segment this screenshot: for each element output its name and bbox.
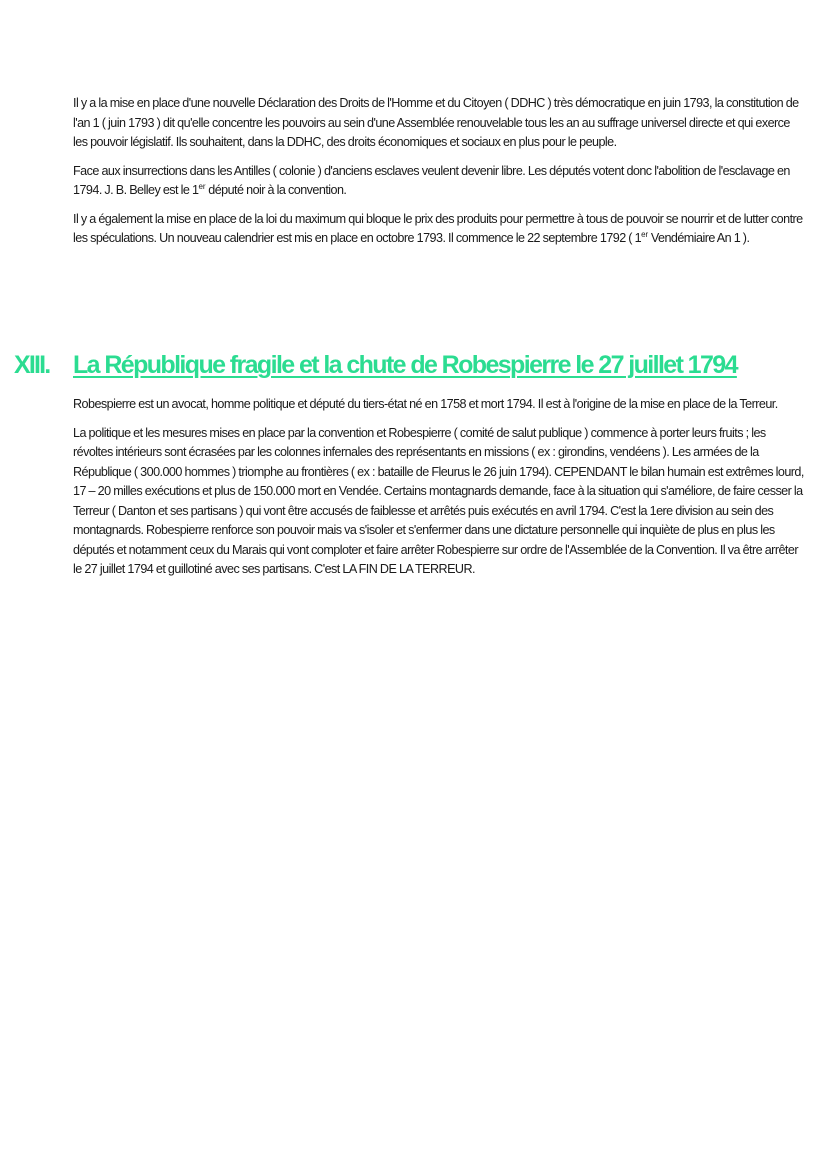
paragraph-robespierre: Robespierre est un avocat, homme politique et député du tiers-état né en 1758 et mort 1794. Il est à l'origine de la mise en place de la Terreur. (73, 397, 778, 411)
superscript-er: er (641, 229, 649, 239)
paragraph-maximum-calendar (73, 210, 805, 249)
superscript-er: er (198, 181, 206, 191)
paragraph-maximum-text-end: Vendémiaire An 1 ). (648, 231, 750, 245)
section-title: La République fragile et la chute de Robespierre le 27 juillet 1794 (73, 351, 737, 379)
paragraph-abolition-text-end: député noir à la convention. (205, 183, 347, 197)
paragraph-ddhc: Il y a la mise en place d'une nouvelle Déclaration des Droits de l'Homme et du Citoyen ( DDHC ) très démocratique en juin 1793, la constitution de l'an 1 ( juin 1793 ) dit qu'elle concentre les pouvoirs au sein d'une Assemblée renouvelable tous les an au suffrage universel directe et qui exerce les pouvoir législatif. Ils souhaitent, dans la DDHC, des droits économiques et sociaux en plus pour le peuple. (73, 96, 799, 149)
section-xiii (0, 348, 828, 576)
section-heading (0, 348, 828, 384)
section-body (73, 395, 805, 589)
paragraph-terreur: La politique et les mesures mises en place par la convention et Robespierre ( comité de salut publique ) commence à porter leurs fruits ; les révoltes intérieurs sont écrasées par les colonnes infernales des représentants en missions ( ex : girondins, vendéens ). Les armées de la République ( 300.000 hommes ) triomphe au frontières ( ex : bataille de Fleurus le 26 juin 1794). CEPENDANT le bilan humain est extrêmes lourd, 17 – 20 milles exécutions et plus de 150.000 mort en Vendée. Certains montagnards demande, face à la situation qui s'améliore, de faire cesser la Terreur ( Danton et ses partisans ) qui vont être accusés de faiblesse et arrêtés puis exécutés en avril 1794. C'est la 1ere division au sein des montagnards. Robespierre renforce son pouvoir mais va s'isoler et s'enfermer dans une dictature personnelle qui inquiète de plus en plus les députés et notamment ceux du Marais qui vont comploter et faire arrêter Robespierre sur ordre de l'Assemblée de la Convention. Il va être arrêter le 27 juillet 1794 et guillotiné avec ses partisans. C'est LA FIN DE LA TERREUR. (73, 425, 804, 576)
paragraph-abolition (73, 162, 805, 201)
paragraph-abolition-text: Face aux insurrections dans les Antilles ( colonie ) d'anciens esclaves veulent devenir libre. Les députés votent donc l'abolition de l'esclavage en 1794. J. B. Belley est le 1 (73, 163, 790, 197)
paragraph-maximum-text: Il y a également la mise en place de la loi du maximum qui bloque le prix des produits pour permettre à tous de pouvoir se nourrir et de lutter contre les spéculations. Un nouveau calendrier est mis en place en octobre 1793. Il commence le 22 septembre 1792 ( 1 (73, 211, 803, 245)
intro-block (73, 94, 805, 258)
section-number: XIII. (14, 351, 50, 379)
